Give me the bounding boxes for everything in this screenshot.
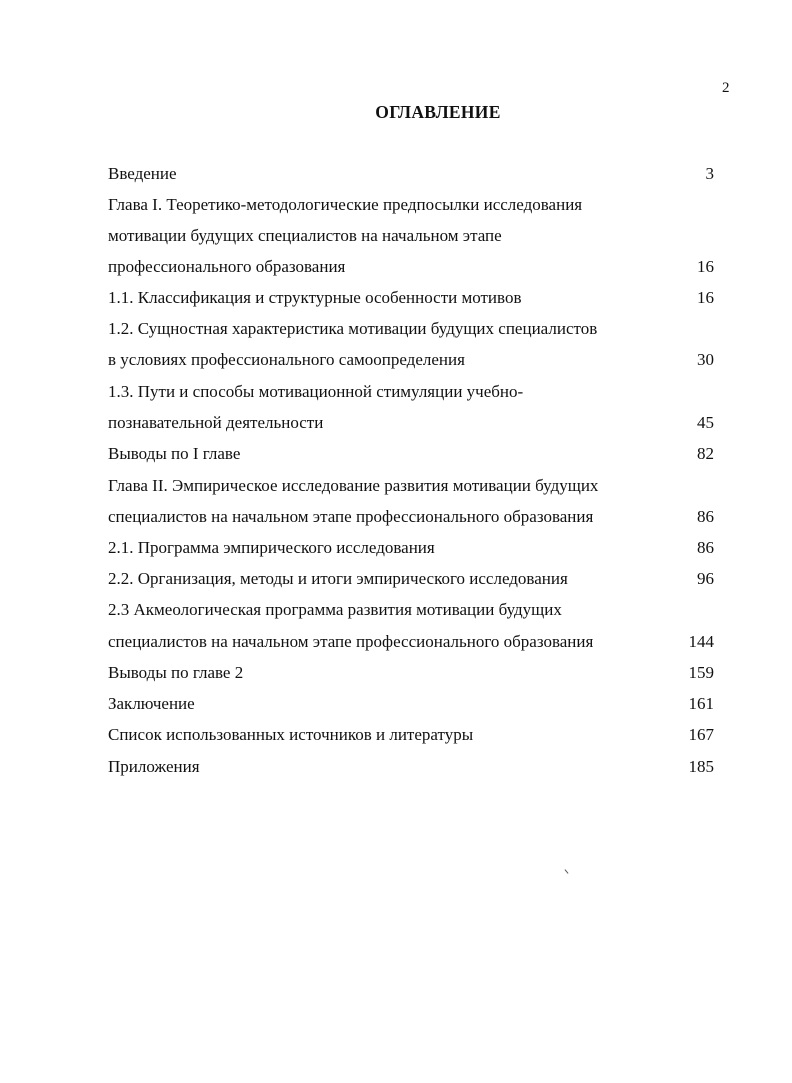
toc-entry-line: специалистов на начальном этапе профессионального образования [108, 507, 594, 526]
toc-entry-line: познавательной деятельности [108, 413, 324, 432]
toc-entry-line: мотивации будущих специалистов на начальном этапе [108, 226, 502, 245]
toc-entry-page: 82 [697, 444, 714, 463]
toc-entry-page: 30 [697, 350, 714, 369]
toc-entry-page: 185 [688, 757, 714, 776]
toc-entry-line: Глава II. Эмпирическое исследование развития мотивации будущих [108, 476, 599, 495]
toc-entry-line: Выводы по I главе [108, 444, 241, 463]
toc-entry-page: 86 [697, 507, 714, 526]
toc-entry-page: 167 [688, 725, 714, 744]
toc-entry-line: Введение [108, 164, 177, 183]
toc-entry-page: 159 [688, 663, 714, 682]
toc-entry-line: 1.1. Классификация и структурные особенности мотивов [108, 288, 522, 307]
toc-entry-line: профессионального образования [108, 257, 346, 276]
toc-entry-line: 2.1. Программа эмпирического исследования [108, 538, 435, 557]
toc-entry-line: 2.3 Акмеологическая программа развития мотивации будущих [108, 600, 562, 619]
toc-entry-line: специалистов на начальном этапе профессионального образования [108, 632, 594, 651]
toc-entry-page: 161 [688, 694, 714, 713]
toc-entry-page: 86 [697, 538, 714, 557]
page-number: 2 [722, 80, 730, 96]
toc-entry-line: Список использованных источников и литературы [108, 725, 474, 744]
toc-entry-page: 45 [697, 413, 714, 432]
toc-entry-line: 2.2. Организация, методы и итоги эмпирического исследования [108, 569, 568, 588]
toc-entry-line: Приложения [108, 757, 200, 776]
toc-entry-page: 16 [697, 288, 714, 307]
page-title: ОГЛАВЛЕНИЕ [375, 102, 501, 122]
toc-entry-line: Заключение [108, 694, 195, 713]
toc-entry-page: 3 [705, 164, 714, 183]
toc-entry-page: 16 [697, 257, 714, 276]
toc-entry-line: в условиях профессионального самоопределения [108, 350, 465, 369]
toc-entry-line: Выводы по главе 2 [108, 663, 244, 682]
toc-entry-page: 96 [697, 569, 714, 588]
toc-entry-line: 1.3. Пути и способы мотивационной стимуляции учебно- [108, 382, 524, 401]
toc-entry-line: Глава I. Теоретико-методологические предпосылки исследования [108, 195, 583, 214]
toc-entry-page: 144 [688, 632, 714, 651]
toc-entry-line: 1.2. Сущностная характеристика мотивации будущих специалистов [108, 319, 598, 338]
